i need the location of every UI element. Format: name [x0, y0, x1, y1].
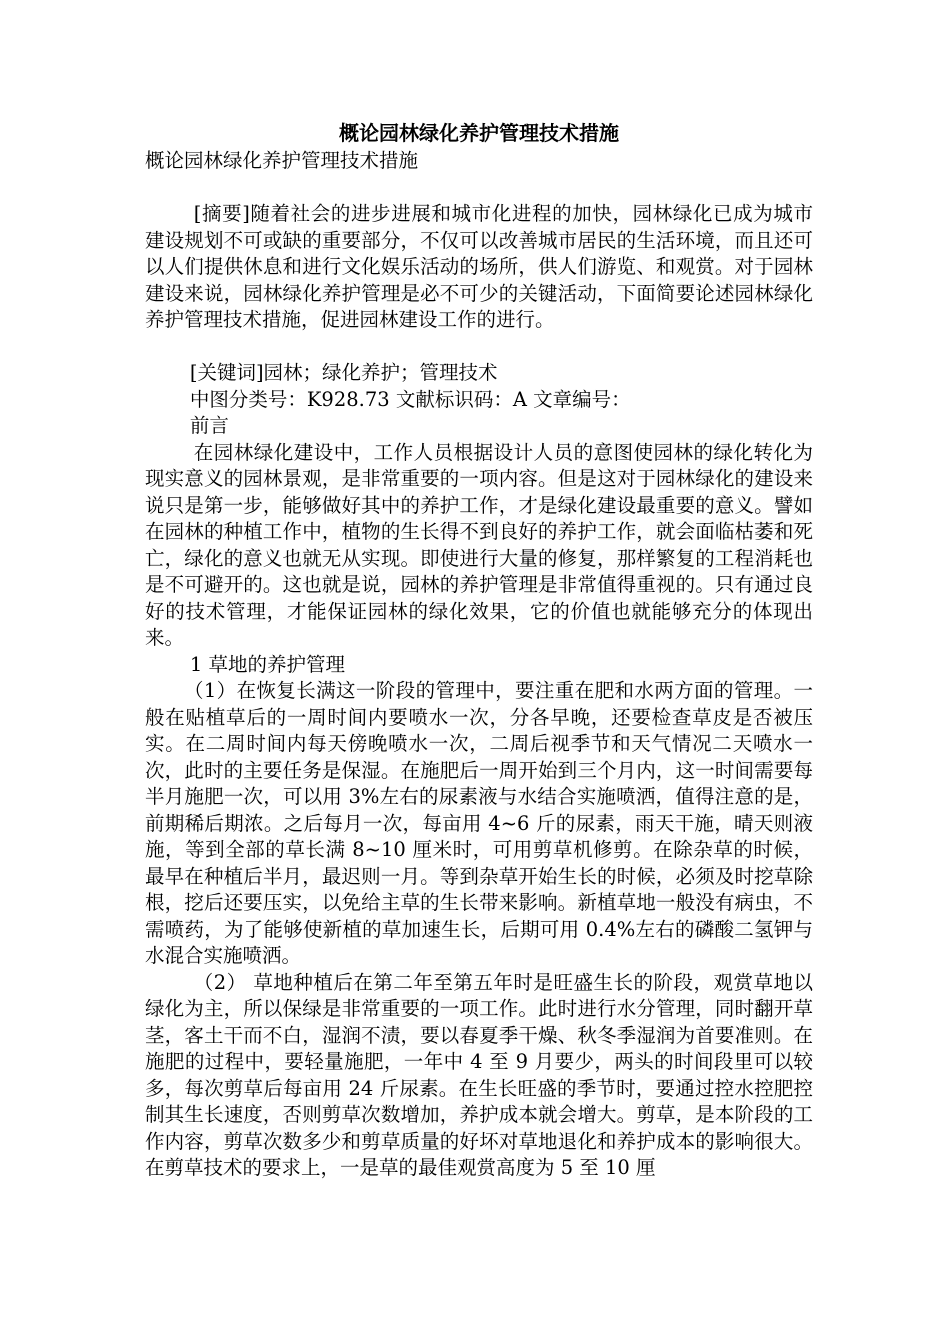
abstract-paragraph: [摘要]随着社会的进步进展和城市化进程的加快，园林绿化已成为城市建设规划不可或缺的重要部分，不仅可以改善城市居民的生活环境，而且还可以人们提供休息和进行文化娱乐活动的场所，供人们游览、和观赏。对于园林建设来说，园林绿化养护管理是必不可少的关键活动，下面简要论述园林绿化养护管理技术措施，促进园林建设工作的进行。	[145, 202, 813, 331]
keywords-line: [关键词]园林；绿化养护；管理技术	[189, 361, 498, 384]
blank-line	[145, 334, 813, 361]
classification-line: 中图分类号：K928.73 文献标识码：A 文章编号：	[189, 387, 631, 411]
preface-heading: 前言	[189, 414, 229, 437]
blank-line	[145, 175, 813, 202]
preface-paragraph: 在园林绿化建设中，工作人员根据设计人员的意图使园林的绿化转化为现实意义的园林景观，是非常重要的一项内容。但是这对于园林绿化的建设来说只是第一步，能够做好其中的养护工作，才是绿化建设最重要的意义。譬如在园林的种植工作中，植物的生长得不到良好的养护工作，就会面临枯萎和死亡，绿化的意义也就无从实现。即使进行大量的修复，那样繁复的工程消耗也是不可避开的。这也就是说，园林的养护管理是非常值得重视的。只有通过良好的技术管理，才能保证园林的绿化效果，它的价值也就能够充分的体现出来。	[145, 440, 813, 649]
document-subtitle: 概论园林绿化养护管理技术措施	[145, 149, 419, 172]
document-page	[145, 118, 813, 1182]
section-heading-lawn: 1 草地的养护管理	[189, 652, 345, 676]
lawn-paragraph-1: （1）在恢复长满这一阶段的管理中，要注重在肥和水两方面的管理。一般在贴植草后的一周时间内要喷水一次，分各早晚，还要检查草皮是否被压实。在二周时间内每天傍晚喷水一次，二周后视季节和天气情况二天喷水一次，此时的主要任务是保湿。在施肥后一周开始到三个月内，这一时间需要每半月施肥一次，可以用 3%左右的尿素液与水结合实施喷洒，值得注意的是，前期稀后期浓。之后每月一次，每亩用 4~6 斤的尿素，雨天干施，晴天则液施，等到全部的草长满 8~10 厘米时，可用剪草机修剪。在除杂草的时候，最早在种植后半月，最迟则一月。等到杂草开始生长的时候，必须及时挖草除根，挖后还要压实，以免给主草的生长带来影响。新植草地一般没有病虫，不需喷药，为了能够使新植的草加速生长，后期可用 0.4%左右的磷酸二氢钾与水混合实施喷洒。	[145, 679, 813, 967]
lawn-paragraph-2: （2） 草地种植后在第二年至第五年时是旺盛生长的阶段，观赏草地以绿化为主，所以保绿是非常重要的一项工作。此时进行水分管理，同时翻开草茎，客土干而不白，湿润不渍，要以春夏季干燥、秋冬季湿润为首要准则。在施肥的过程中，要轻量施肥，一年中 4 至 9 月要少，两头的时间段里可以较多，每次剪草后每亩用 24 斤尿素。在生长旺盛的季节时，要通过控水控肥控制其生长速度，否则剪草次数增加，养护成本就会增大。剪草，是本阶段的工作内容，剪草次数多少和剪草质量的好坏对草地退化和养护成本的影响很大。在剪草技术的要求上，一是草的最佳观赏高度为 5 至 10 厘	[145, 970, 813, 1179]
document-title: 概论园林绿化养护管理技术措施	[339, 121, 619, 145]
